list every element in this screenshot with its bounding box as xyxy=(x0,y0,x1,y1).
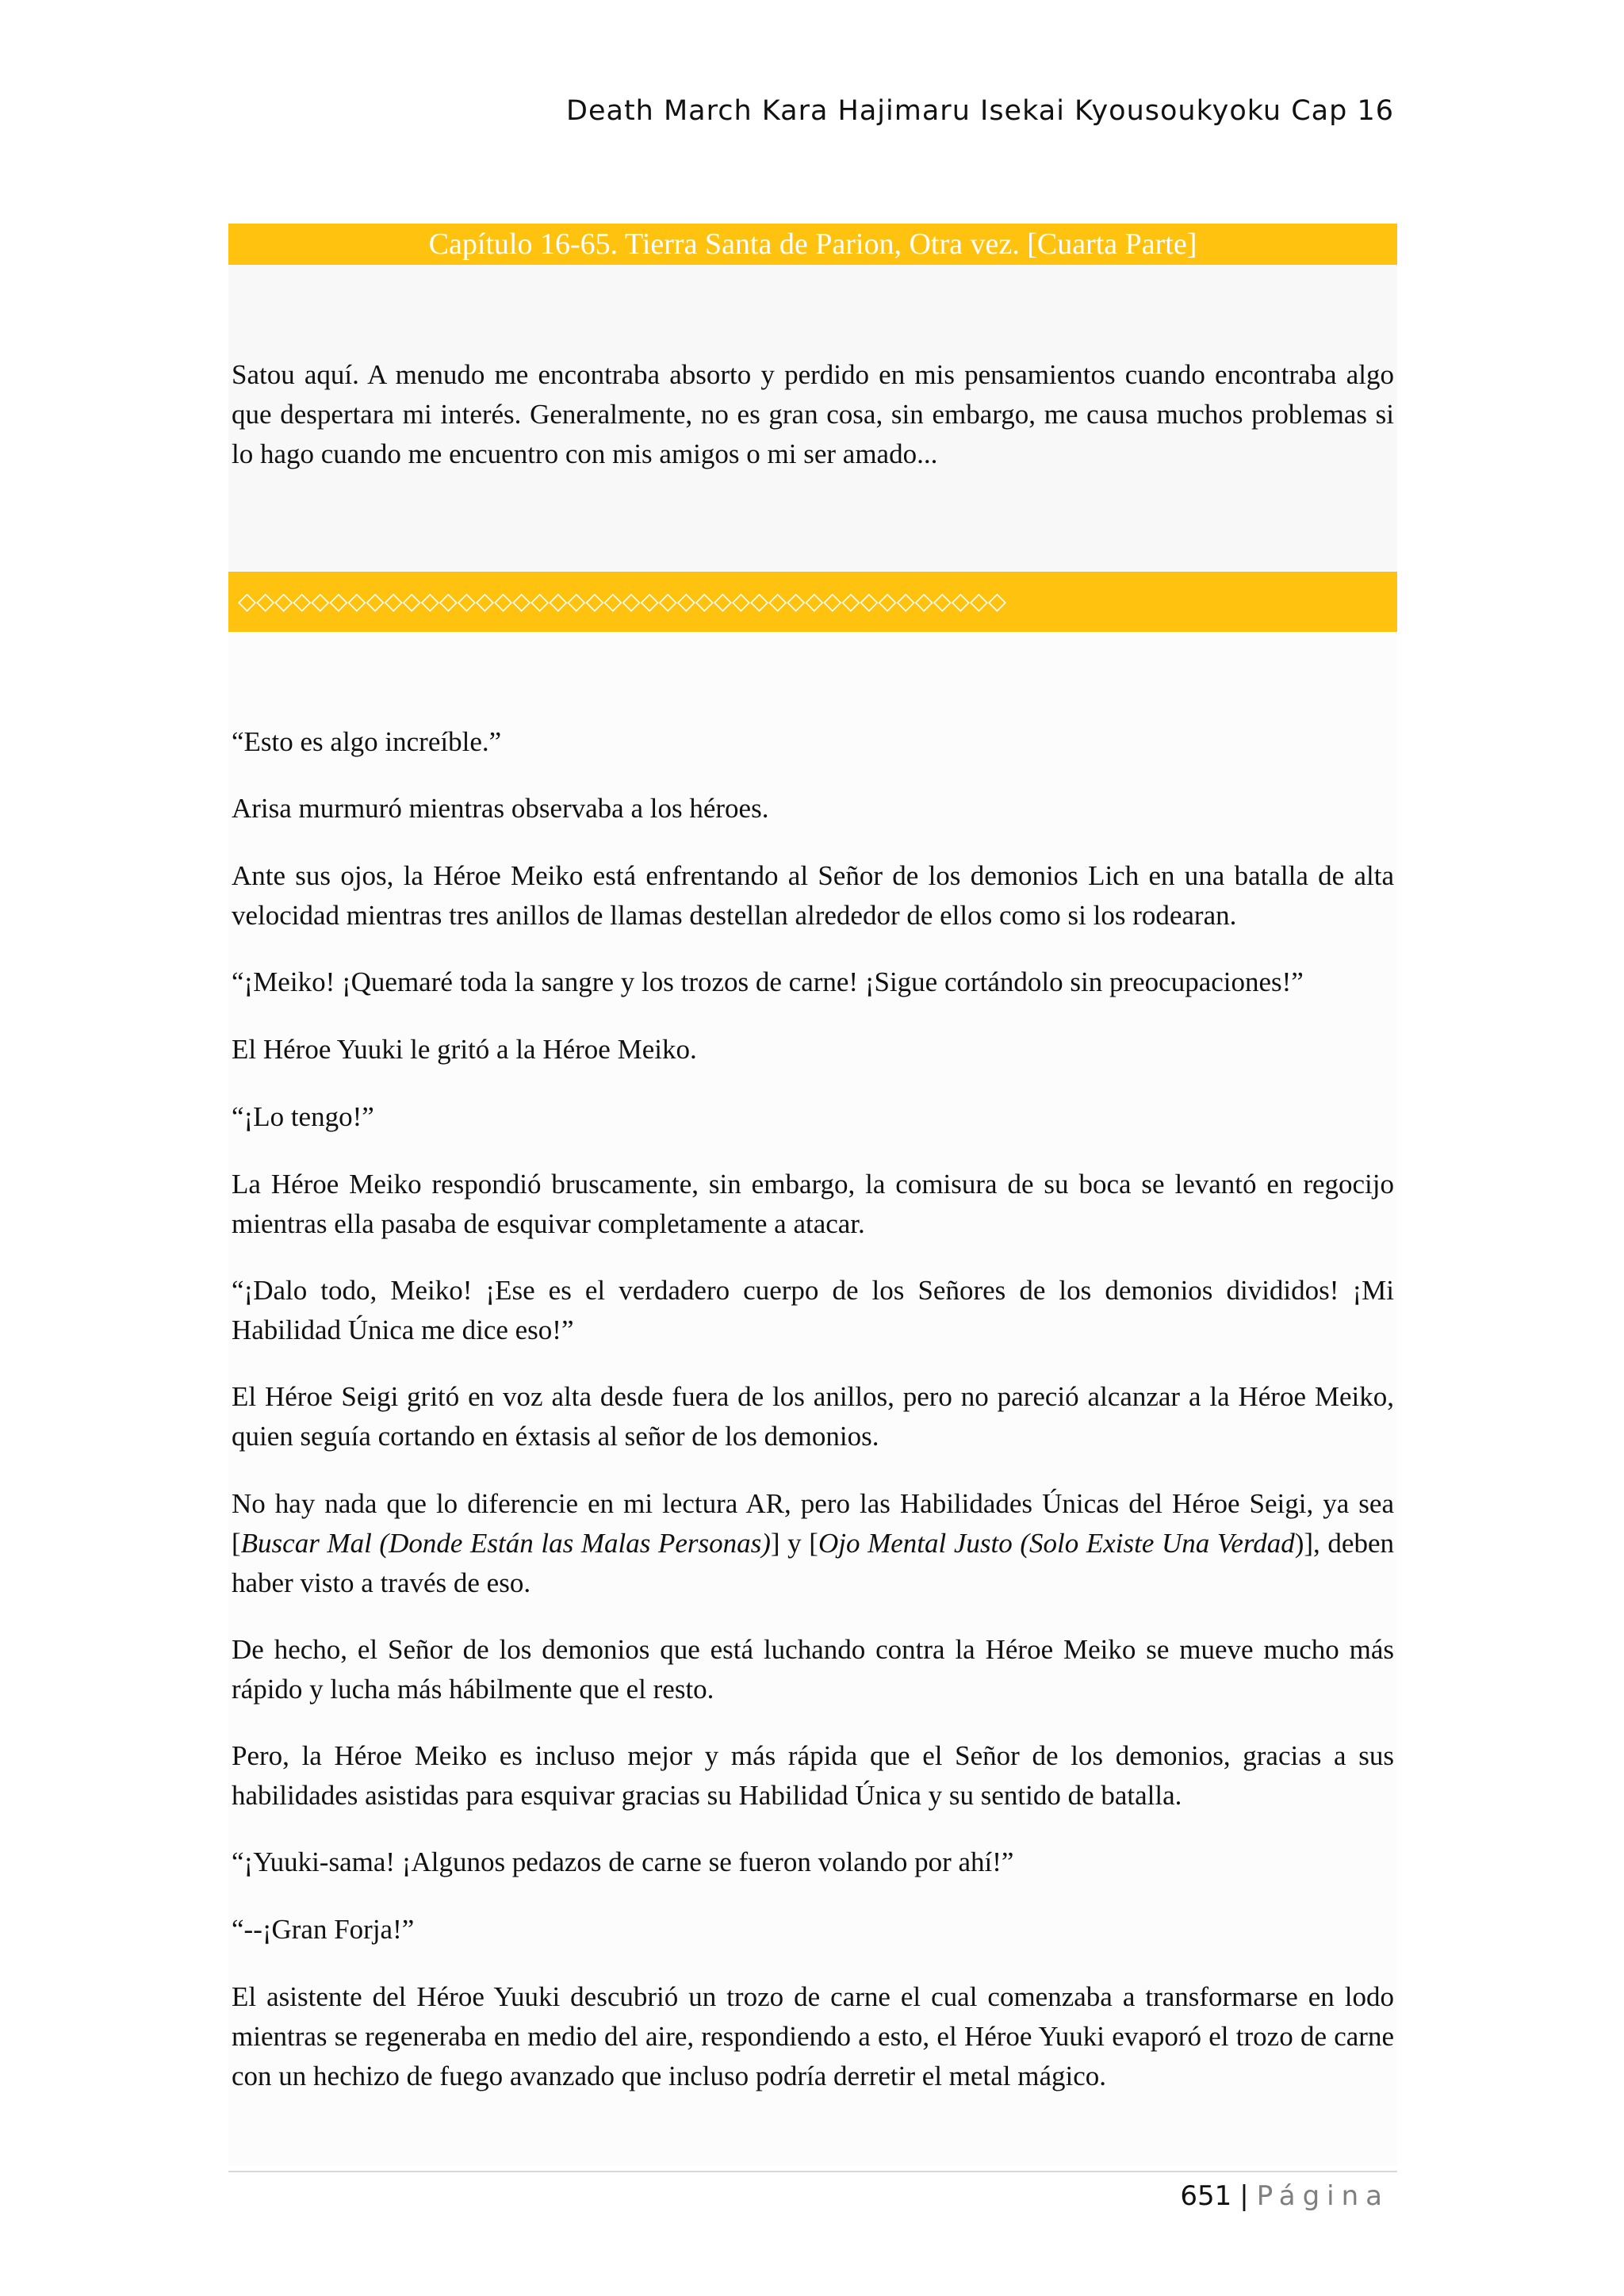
skills-text-middle: ] y [ xyxy=(770,1528,818,1559)
paragraph-11: Pero, la Héroe Meiko es incluso mejor y más rápida que el Señor de los demonios, gracias a sus habilidades asistidas para esquivar gracias su Habilidad Única y su sentido de batalla. xyxy=(232,1740,1394,1811)
paragraph-10: De hecho, el Señor de los demonios que está luchando contra la Héroe Meiko se mueve mucho más rápido y lucha más hábilmente que el resto. xyxy=(232,1634,1394,1705)
paragraph-13: “--¡Gran Forja!” xyxy=(232,1914,415,1945)
page-label: Página xyxy=(1256,2180,1389,2212)
page-number: 651 xyxy=(1180,2180,1232,2212)
running-header: Death March Kara Hajimaru Isekai Kyousoukyoku Cap 16 xyxy=(566,95,1394,127)
paragraph-9: El Héroe Seigi gritó en voz alta desde fuera de los anillos, pero no pareció alcanzar a la Héroe Meiko, quien seguía cortando en éxtasis al señor de los demonios. xyxy=(232,1381,1394,1452)
paragraph-1: “Esto es algo increíble.” xyxy=(232,726,502,757)
footer-divider xyxy=(228,2171,1397,2172)
skill-name-2: Ojo Mental Justo (Solo Existe Una Verdad xyxy=(818,1528,1295,1559)
paragraph-3: Ante sus ojos, la Héroe Meiko está enfrentando al Señor de los demonios Lich en una batalla de alta velocidad mientras tres anillos de llamas destellan alrededor de ellos como si los rodearan. xyxy=(232,860,1394,931)
paragraph-skills xyxy=(232,1484,1394,1603)
skills-text-after: )], deben haber visto a través de eso. xyxy=(232,1528,1394,1598)
paragraph-8: “¡Dalo todo, Meiko! ¡Ese es el verdadero cuerpo de los Señores de los demonios divididos! ¡Mi Habilidad Única me dice eso!” xyxy=(232,1275,1394,1345)
skill-name-1: Buscar Mal (Donde Están las Malas Personas) xyxy=(240,1528,771,1559)
paragraph-12: “¡Yuuki-sama! ¡Algunos pedazos de carne se fueron volando por ahí!” xyxy=(232,1846,1014,1877)
page-footer xyxy=(1180,2176,1389,2216)
paragraph-2: Arisa murmuró mientras observaba a los héroes. xyxy=(232,793,769,824)
chapter-title: Capítulo 16-65. Tierra Santa de Parion, Otra vez. [Cuarta Parte] xyxy=(428,228,1197,261)
paragraph-14: El asistente del Héroe Yuuki descubrió un trozo de carne el cual comenzaba a transformarse en lodo mientras se regeneraba en medio del aire, respondiendo a esto, el Héroe Yuuki evaporó el trozo de carne con un hechizo de fuego avanzado que incluso podría derretir el metal mágico. xyxy=(232,1981,1394,2091)
paragraph-4: “¡Meiko! ¡Quemaré toda la sangre y los trozos de carne! ¡Sigue cortándolo sin preocupaciones!” xyxy=(232,966,1304,997)
paragraph-7: La Héroe Meiko respondió bruscamente, sin embargo, la comisura de su boca se levantó en regocijo mientras ella pasaba de esquivar completamente a atacar. xyxy=(232,1169,1394,1239)
section-separator: ◇◇◇◇◇◇◇◇◇◇◇◇◇◇◇◇◇◇◇◇◇◇◇◇◇◇◇◇◇◇◇◇◇◇◇◇◇◇◇◇◇◇ xyxy=(238,587,1006,615)
footer-separator: | xyxy=(1239,2180,1249,2212)
paragraph-5: El Héroe Yuuki le gritó a la Héroe Meiko. xyxy=(232,1034,697,1065)
intro-paragraph: Satou aquí. A menudo me encontraba absorto y perdido en mis pensamientos cuando encontraba algo que despertara mi interés. Generalmente, no es gran cosa, sin embargo, me causa muchos problemas si lo hago cuando me encuentro con mis amigos o mi ser amado... xyxy=(232,359,1394,469)
paragraph-6: “¡Lo tengo!” xyxy=(232,1101,374,1132)
skills-text-before: No hay nada que lo diferencie en mi lectura AR, pero las Habilidades Únicas del Héroe Seigi, ya sea [ xyxy=(232,1488,1394,1559)
